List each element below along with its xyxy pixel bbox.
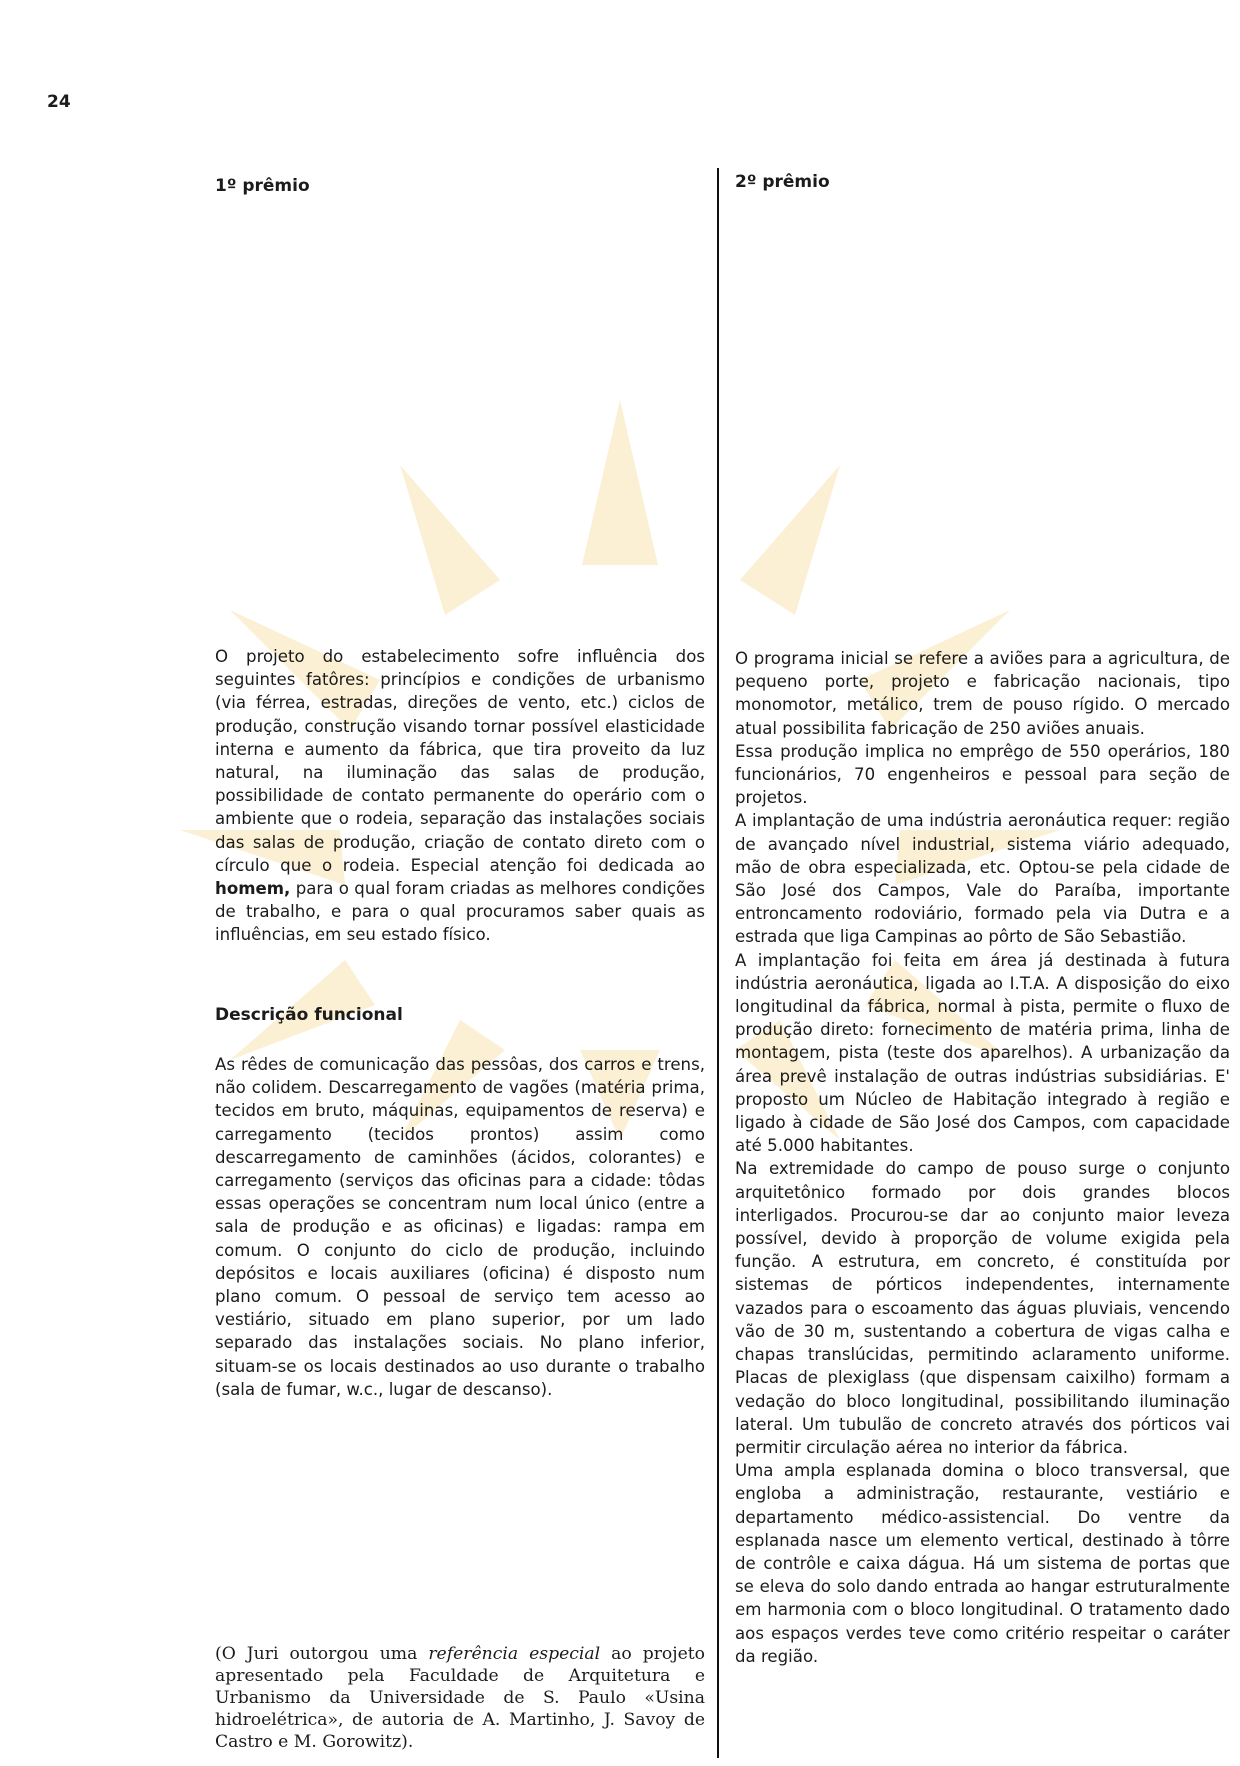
jury-note-end: ao projeto apresentado pela Faculdade de Arquitetura e Urbanismo da Universidade de S. Paulo «Usina hidroelétrica», de autoria de A. Martinho, J. Savoy de Castro e M. Gorowitz).: [215, 1644, 706, 1752]
first-prize-intro: [215, 645, 705, 947]
intro-emphasis: homem,: [215, 879, 291, 899]
column-divider: [717, 168, 719, 1758]
page-number: 24: [47, 92, 71, 112]
intro-paragraph: [215, 645, 705, 947]
first-prize-title: 1º prêmio: [215, 176, 310, 196]
second-prize-body: [735, 647, 1230, 1668]
second-prize-paragraph: Uma ampla esplanada domina o bloco transversal, que engloba a administração, restaurante, vestiário e departamento médico-assistencial. Do ventre da esplanada nasce um elemento vertical, destinado à tôrre de contrôle e caixa dágua. Há um sistema de portas que se eleva do solo dando entrada ao hangar estruturalmente em harmonia com o bloco longitudinal. O tratamento dado aos espaços verdes teve como critério respeitar o caráter da região.: [735, 1461, 1230, 1666]
second-prize-title: 2º prêmio: [735, 172, 830, 192]
second-prize-paragraph: Na extremidade do campo de pouso surge o conjunto arquitetônico formado por dois grandes blocos interligados. Procurou-se dar ao conjunto maior leveza possível, devido à proporção de volume exigida pela função. A estrutura, em concreto, é constituída por sistemas de pórticos independentes, internamente vazados para o escoamento das águas pluviais, vencendo vão de 30 m, sustentando a cobertura de vigas calha e chapas translúcidas, permitindo aclaramento uniforme. Placas de plexiglass (que dispensam caixilho) formam a vedação do bloco longitudinal, possibilitando iluminação lateral. Um tubulão de concreto através dos pórticos vai permitir circulação aérea no interior da fábrica.: [735, 1159, 1230, 1457]
second-prize-paragraph: O programa inicial se refere a aviões para a agricultura, de pequeno porte, projeto e fabricação nacionais, tipo monomotor, metálico, trem de pouso rígido. O mercado atual possibilita fabricação de 250 aviões anuais.: [735, 649, 1230, 738]
jury-note-start: (O Juri outorgou uma: [215, 1644, 429, 1664]
functional-paragraph: As rêdes de comunicação das pessôas, dos carros e trens, não colidem. Descarregamento de vagões (matéria prima, tecidos em bruto, máquinas, equipamentos de reserva) e carregamento (tecidos prontos) assim como descarregamento de caminhões (ácidos, colorantes) e carregamento (serviços das oficinas para a cidade: tôdas essas operações se concentram num local único (entre a sala de produção e as oficinas) e ligadas: rampa em comum. O conjunto do ciclo de produção, incluindo depósitos e locais auxiliares (oficina) é disposto num plano comum. O pessoal de serviço tem acesso ao vestiário, situado em plano superior, por um lado separado das instalações sociais. No plano inferior, situam-se os locais destinados ao uso durante o trabalho (sala de fumar, w.c., lugar de descanso).: [215, 1055, 705, 1399]
functional-description-heading: Descrição funcional: [215, 1005, 403, 1025]
intro-text-end: para o qual foram criadas as melhores condições de trabalho, e para o qual procuramos saber quais as influências, em seu estado físico.: [215, 879, 705, 945]
second-prize-paragraph: Essa produção implica no emprêgo de 550 operários, 180 funcionários, 70 engenheiros e pessoal para seção de projetos.: [735, 741, 1230, 808]
jury-note: [215, 1643, 705, 1753]
second-prize-paragraph: A implantação foi feita em área já destinada à futura indústria aeronáutica, ligada ao I.T.A. A disposição do eixo longitudinal da fábrica, normal à pista, permite o fluxo de produção direto: fornecimento de matéria prima, linha de montagem, pista (teste dos aparelhos). A urbanização da área prevê instalação de outras indústrias subsidiárias. E' proposto um Núcleo de Habitação integrado à região e ligado à cidade de São José dos Campos, com capacidade até 5.000 habitantes.: [735, 950, 1230, 1156]
second-prize-paragraph: A implantação de uma indústria aeronáutica requer: região de avançado nível industrial, sistema viário adequado, mão de obra especializada, etc. Optou-se pela cidade de São José dos Campos, Vale do Paraíba, importante entroncamento rodoviário, formado pela via Dutra e a estrada que liga Campinas ao pôrto de São Sebastião.: [735, 811, 1230, 947]
functional-description-body: [215, 1053, 705, 1401]
intro-text-start: O projeto do estabelecimento sofre influência dos seguintes fatôres: princípios e condições de urbanismo (via férrea, estradas, direções de vento, etc.) ciclos de produção, construção visando tornar possível elasticidade interna e aumento da fábrica, que tira proveito da luz natural, na iluminação das salas de produção, possibilidade de contato permanente do operário com o ambiente que o rodeia, separação das instalações sociais das salas de produção, criação de contato direto com o círculo que o rodeia. Especial atenção foi dedicada ao: [215, 647, 705, 875]
jury-note-italic: referência especial: [428, 1644, 601, 1664]
